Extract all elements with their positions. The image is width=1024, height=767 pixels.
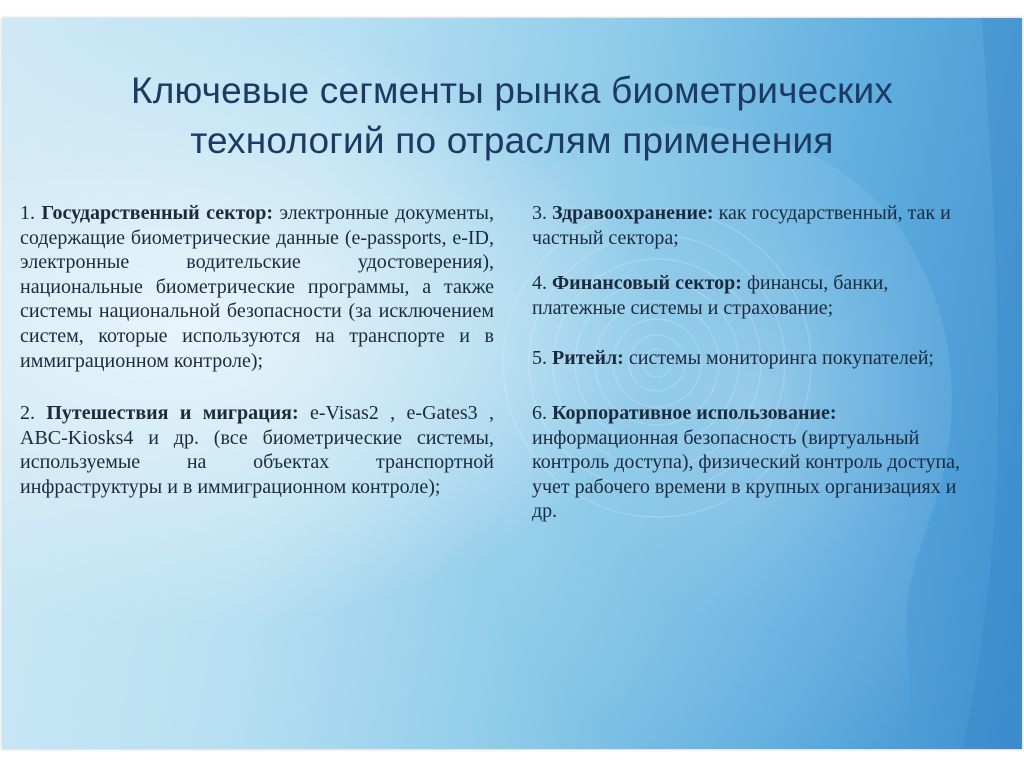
segment-number: 1. [20,202,35,224]
segment-healthcare [532,201,982,250]
presentation-slide [2,18,1022,749]
segment-heading: Ритейл: [552,347,624,370]
slide-title-line-2: технологий по отраслям применения [190,120,834,161]
segment-paragraph [20,201,494,373]
left-column [20,201,494,500]
segment-retail [532,346,982,371]
segment-heading: Корпоративное использование: [552,401,837,424]
segment-number: 4. [532,272,547,295]
segment-financial [532,271,982,320]
segment-corporate [532,401,982,524]
segment-paragraph [532,201,982,250]
segment-text: как государственный, так и частный сектора; [532,202,951,249]
segment-number: 6. [532,401,547,424]
segment-text: информационная безопасность (виртуальный контроль доступа), физический контроль доступа, учет рабочего времени в крупных организациях и др. [532,426,961,523]
segment-text: e-Visas2 , e-Gates3 , ABC-Kiosks4 и др. (все биометрические системы, используемые на объектах транспортной инфраструктуры и в иммиграционном контроле); [20,402,494,498]
slide-title [42,66,982,166]
segment-heading: Государственный сектор: [41,202,273,224]
segment-number: 3. [532,202,547,224]
segment-text: системы мониторинга покупателей; [628,347,934,370]
segment-heading: Путешествия и миграция: [46,402,299,425]
segment-paragraph [532,346,982,371]
segment-government [20,201,494,373]
segment-text: электронные документы, содержащие биометрические данные (e-passports, e-ID, электронные водительские удостоверения), национальные биометрические программы, а также системы национальной безопасности (за исключением систем, которые используются на транспорте и в иммиграционном контроле); [20,202,494,372]
segment-text: финансы, банки, платежные системы и страхование; [532,272,889,319]
segment-paragraph [20,401,494,499]
slide-title-line-1: Ключевые сегменты рынка биометрических [130,70,894,111]
segment-paragraph [532,401,982,524]
segment-number: 5. [532,347,547,370]
segment-number: 2. [20,402,35,425]
right-column [532,201,982,524]
segment-travel-migration [20,401,494,499]
segment-heading: Финансовый сектор: [552,272,742,295]
segment-heading: Здравоохранение: [552,202,714,224]
segment-paragraph [532,271,982,320]
